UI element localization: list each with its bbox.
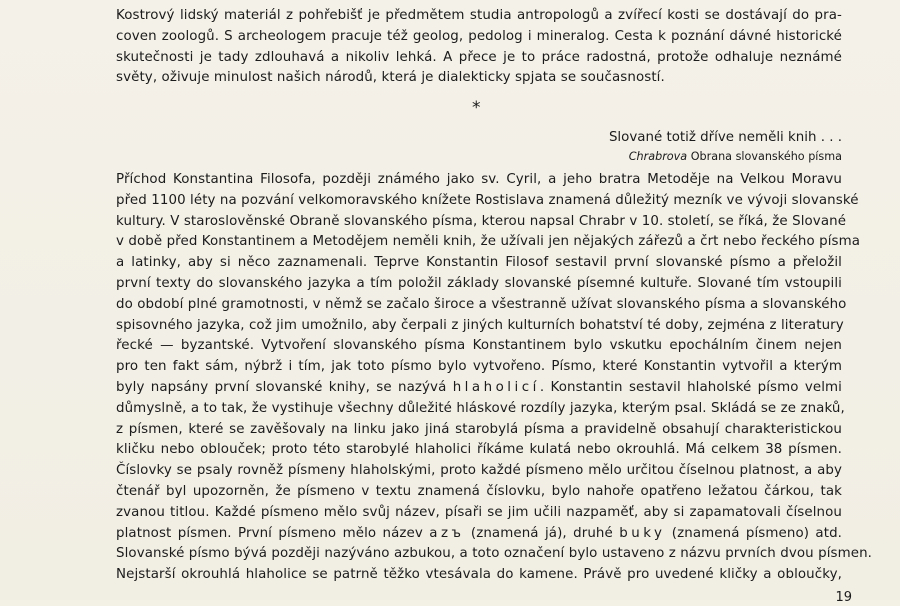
text-line: světy, oživuje minulost našich národů, která je dialekticky spjata se současností. (116, 70, 665, 86)
intro-paragraph (116, 6, 842, 89)
text-line: Slovanské písmo bývá později nazýváno azbukou, a toto označení bylo ustaveno z názvu prvních dvou písmen. (116, 546, 873, 562)
text-line: coven zoologů. S archeologem pracuje též geolog, pedolog i mineralog. Cesta k poznání dávné historické (116, 28, 842, 44)
text-line: v době před Konstantinem a Metodějem neměli knih, že užívali jen nějakých zářezů a črt nebo řeckého písma (116, 234, 861, 250)
text-line (116, 524, 842, 545)
text-line: Příchod Konstantina Filosofa, později známého jako sv. Cyril, a jeho bratra Metoděje na Velkou Moravu (116, 172, 842, 187)
term-buky: buky (619, 525, 666, 541)
text-line: spisovného jazyka, což jim umožnilo, aby čerpali z jiných kulturních bohatství té doby, zejména z literatury (116, 317, 844, 333)
text-line: důmyslně, a to tak, že vystihuje všechny důležité hláskové rozdíly jazyka, kterým psal. Skládá se ze znaků, (116, 400, 845, 416)
text-line: kličku nebo oblouček; proto této starobylé hlaholici říkáme kulatá nebo okrouhlá. Má celkem 38 písmen. (116, 442, 842, 458)
page-number: 19 (835, 590, 852, 605)
text-line (116, 378, 842, 399)
epigraph-source (629, 149, 842, 165)
epigraph-work: Obrana slovanského písma (690, 150, 842, 163)
text-line: a latinky, aby si něco zaznamenali. Teprve Konstantin Filosof sestavil první slovanské písmo a přeložil (116, 255, 842, 271)
text-line: pro ten fakt sám, nýbrž i tím, jak toto písmo bylo vytvořeno. Písmo, které Konstantin vytvořil a kterým (116, 359, 842, 375)
text-line: Kostrový lidský materiál z pohřebišť je předmětem studia antropologů a zvířecí kosti se dostávají do pra- (116, 8, 842, 23)
text-line: skutečnosti je tady zdlouhavá a nikoliv lehká. A přece je to práce radostná, protože odhaluje neznámé (116, 49, 842, 65)
line-segment: (znamená já), druhé (470, 525, 613, 541)
term-hlaholice: hlaholicí (452, 379, 540, 395)
text-line: z písmen, které se zavěšovaly na linku jako jiná starobylá písma a pravidelně obsahují charakteristickou (116, 421, 842, 437)
line-segment: platnost písmen. První písmeno mělo název (116, 525, 423, 541)
term-az: azъ (429, 525, 465, 541)
text-line: čtenář byl upozorněn, že písmeno v textu znamená číslovku, bylo nahoře opatřeno ležatou čárkou, tak (116, 483, 842, 499)
text-line: zvanou titlou. Každé písmeno mělo svůj název, písaři se jim učili nazpaměť, aby si zapamatovali číselnou (116, 504, 842, 520)
text-line: kultury. V staroslověnské Obraně slovanského písma, kterou napsal Chrabr v 10. století, se říká, že Slované (116, 213, 847, 229)
text-line: před 1100 léty na pozvání velkomoravského knížete Rostislava znamená důležitý mezník ve vývoji slovanské (116, 192, 859, 208)
text-line: Nejstarší okrouhlá hlaholice se patrně těžko vtesávala do kamene. Právě pro uvedené kličky a obloučky, (116, 567, 842, 583)
line-segment: byly napsány první slovanské knihy, se nazývá (116, 379, 447, 395)
section-divider-asterisk: * (472, 98, 481, 118)
body-paragraph (116, 170, 873, 586)
line-segment: . Konstantin sestavil hlaholské písmo velmi (539, 379, 842, 395)
epigraph-quote: Slované totiž dříve neměli knih . . . (608, 130, 842, 145)
text-line: Číslovky se psaly rovněž písmeny hlaholskými, proto každé písmeno mělo určitou číselnou platnost, a aby (116, 463, 842, 479)
text-line: první texty do slovanského jazyka a tím položil základy slovanské písemné kultuře. Slované tím vstoupili (116, 275, 842, 291)
text-line: řecké — byzantské. Vytvoření slovanského písma Konstantinem bylo vskutku epochálním činem nejen (116, 338, 842, 354)
line-segment: (znamená písmeno) atd. (671, 525, 843, 541)
text-line: do období plné gramotnosti, v němž se začalo široce a všestranně užívat slovanského písma a slovanského (116, 296, 847, 312)
epigraph-author: Chrabrova (628, 150, 688, 163)
